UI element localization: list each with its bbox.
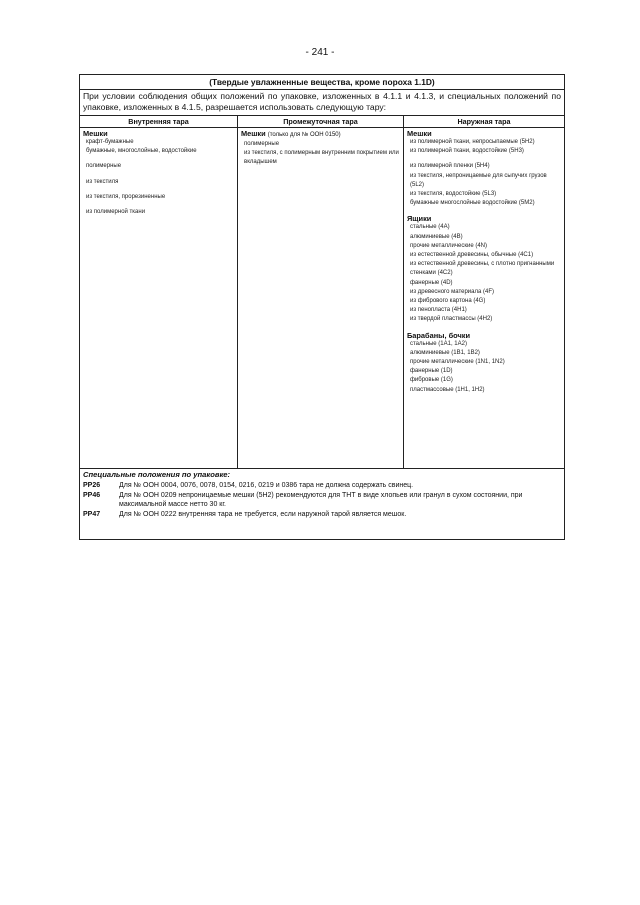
intermediate-section-title — [241, 129, 400, 140]
page-number: - 241 - — [305, 47, 335, 58]
list-item: из полимерной пленки (5H4) — [410, 163, 490, 170]
provision-text: Для № ООН 0004, 0076, 0078, 0154, 0216, 0219 и 0386 тара не должна содержать свинец. — [119, 482, 414, 489]
list-item: фанерные (4D) — [410, 279, 453, 286]
list-item: прочие металлические (4N) — [410, 242, 488, 249]
list-item: фибровые (1G) — [410, 377, 453, 384]
list-item: из естественной древесины, обычные (4C1) — [410, 252, 534, 259]
list-item: пластмассовые (1H1, 1H2) — [410, 386, 485, 393]
list-item: из древесного материала (4F) — [410, 288, 494, 295]
list-item: из полимерной ткани, непросыпаемые (5H2) — [410, 139, 535, 145]
header-outer: Наружная тара — [457, 117, 511, 126]
packing-table — [79, 74, 565, 540]
column-headers — [80, 116, 564, 128]
provision-text: Для № ООН 0222 внутренняя тара не требуется, если наружной тарой является мешок. — [119, 511, 407, 518]
list-item: из текстиля, прорезиненные — [86, 193, 166, 200]
provision-row — [83, 481, 561, 490]
provision-row — [83, 510, 561, 519]
list-item: из текстиля, с полимерным внутренним покрытием или вкладышем — [244, 150, 399, 166]
intermediate-section-label: Мешки — [241, 129, 266, 138]
intermediate-section-note: (только для № ООН 0150) — [267, 132, 341, 138]
list-item: из текстиля — [86, 178, 119, 185]
list-item: из полимерной ткани — [86, 209, 146, 216]
special-provisions — [80, 469, 564, 520]
list-item: из фибрового картона (4G) — [410, 298, 486, 305]
outer-column — [404, 128, 564, 468]
list-item: бумажные многослойные водостойкие (5M2) — [410, 200, 535, 207]
list-item: из твердой пластмассы (4H2) — [410, 316, 493, 323]
table-intro: При условии соблюдения общих положений по упаковке, изложенных в 4.1.1 и 4.1.3, и специальных положений по упаковке, изложенных в 4.1.5, разрешается использовать следующую тару: — [80, 90, 564, 116]
header-intermediate: Промежуточная тара — [238, 116, 404, 127]
provision-row — [83, 491, 561, 509]
list-item: полимерные — [86, 163, 122, 170]
columns-body — [80, 128, 564, 469]
outer-drums-title: Барабаны, бочки — [407, 330, 471, 340]
outer-boxes-title: Ящики — [407, 214, 432, 224]
provision-code: PP47 — [83, 511, 101, 518]
provision-code: PP26 — [83, 482, 101, 489]
inner-column — [80, 128, 238, 468]
list-item: из текстиля, водостойкие (5L3) — [410, 191, 497, 198]
intermediate-column — [238, 128, 404, 468]
list-item: полимерные — [244, 141, 280, 147]
provision-code: PP46 — [83, 492, 101, 499]
header-inner: Внутренняя тара — [80, 116, 238, 127]
list-item: стальные (4A) — [410, 224, 450, 231]
outer-bags-title: Мешки — [407, 129, 432, 138]
list-item: алюминиевые (4B) — [410, 233, 463, 240]
list-item: из текстиля, непроницаемые для сыпучих грузов (5L2) — [410, 172, 547, 188]
list-item: из полимерной ткани, водостойкие (5H3) — [410, 148, 524, 155]
list-item: фанерные (1D) — [410, 368, 453, 375]
list-item: прочие металлические (1N1, 1N2) — [410, 359, 505, 366]
list-item: из пенопласта (4H1) — [410, 307, 467, 314]
special-provisions-title: Специальные положения по упаковке: — [83, 470, 231, 479]
table-title: (Твердые увлажненные вещества, кроме пороха 1.1D) — [80, 75, 564, 90]
list-item: бумажные, многослойные, водостойкие — [86, 148, 197, 155]
list-item: алюминиевые (1B1, 1B2) — [410, 349, 480, 356]
list-item: стальные (1A1, 1A2) — [410, 340, 467, 347]
list-item: из естественной древесины, с плотно пригнанными стенками (4C2) — [410, 261, 555, 277]
provision-text: Для № ООН 0209 непроницаемые мешки (5H2) рекомендуются для ТНТ в виде хлопьев или гранул в сухом состоянии, при максимальной массе нетто 30 кг. — [119, 492, 523, 508]
list-item: крафт-бумажные — [86, 139, 134, 145]
inner-section-title: Мешки — [83, 129, 108, 138]
